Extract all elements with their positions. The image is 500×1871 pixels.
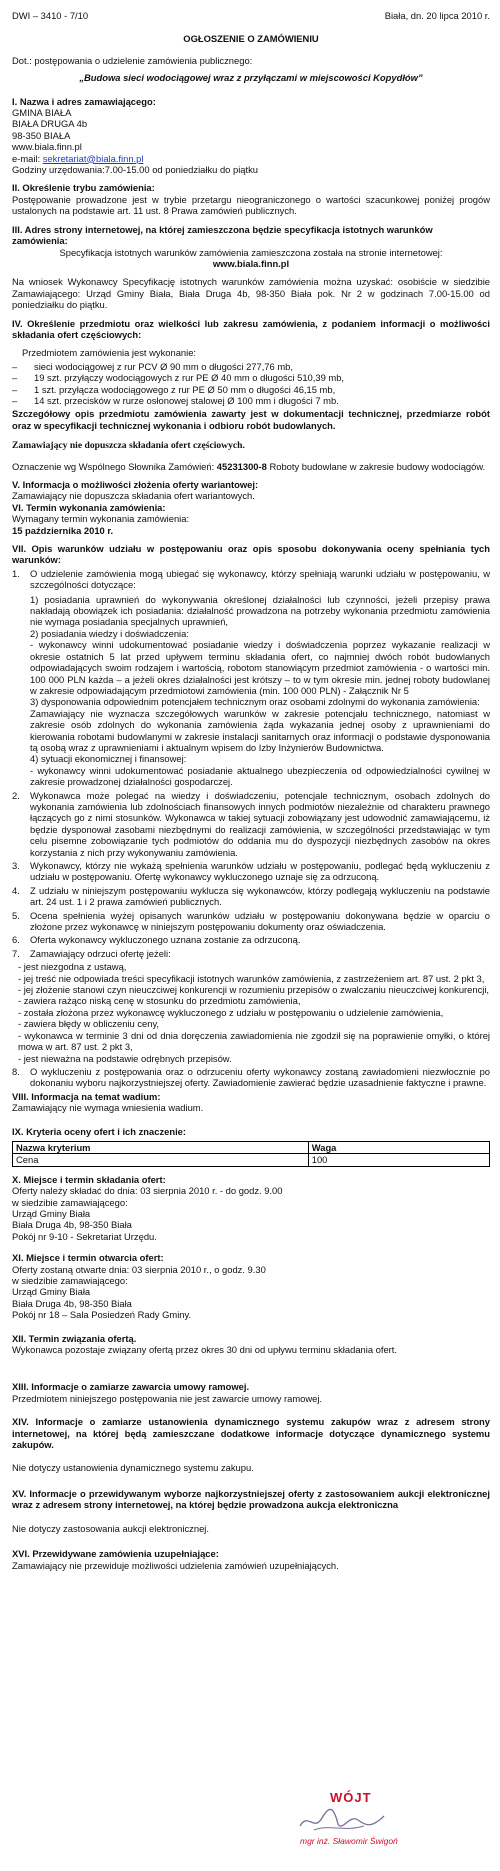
table-header-cell: Waga [308, 1141, 489, 1153]
section-text: Wykonawca pozostaje związany ofertą przez okres 30 dni od upływu terminu składania ofert. [12, 1344, 398, 1356]
list-item-text: Oferta wykonawcy wykluczonego uznana zostanie za odrzuconą. [30, 934, 301, 946]
section-text: Specyfikacja istotnych warunków zamówienia zamieszczona została na stronie internetowej: [59, 246, 443, 258]
list-item-text: 1 szt. przyłącza wodociągowego z rur PE Ø 50 mm o długości 46,15 mb, [34, 383, 336, 395]
list-item-text: 14 szt. przecisków w rurze osłonowej stalowej Ø 100 mm i długości 7 mb. [34, 394, 339, 406]
section-criteria [12, 1126, 490, 1167]
section-binding-period [12, 1333, 490, 1356]
list-item: 4. Z udziału w niniejszym postępowaniu wyklucza się wykonawców, którzy podlegają wykluczeniu na podstawie art. 24 ust. 1 i 2 prawa zamówień publicznych. [12, 884, 490, 908]
table-row [13, 1154, 490, 1166]
list-item-text: Wykonawca może polegać na wiedzy i doświadczeniu, potencjale technicznym, osobach zdolnych do wykonania zamówienia lub zdolnościach finansowych innych podmiotów niezależnie od charakteru prawnego łączących go z nimi stosunków. Wykonawca w takiej sytuacji zobowiązany jest udowodnić zamawiającemu, iż będzie dysponował zasobami niezbędnymi do realizacji zamówienia, w szczególności przedstawiając w tym celu pisemne zobowiązanie tych podmiotów do oddania mu do dyspozycji niezbędnych zasobów na okres korzystania z nich przy wykonywaniu zamówienia. [30, 789, 490, 858]
intro-text: Dot.: postępowania o udzielenie zamówienia publicznego: [12, 54, 253, 66]
address-line: www.biala.finn.pl [12, 141, 82, 153]
section-heading: VI. Termin wykonania zamówienia: [12, 501, 166, 513]
section-heading: XI. Miejsce i termin otwarcia ofert: [12, 1252, 164, 1264]
list-item: 5. Ocena spełnienia wyżej opisanych warunków udziału w postępowaniu dokonywana będzie w oparciu o złożone przez wykonawcę w niniejszym postępowaniu dokumenty oraz oświadczenia. [12, 909, 490, 933]
email-line [12, 153, 490, 164]
section-variants [12, 479, 490, 536]
list-item: – 1 szt. przyłącza wodociągowego z rur PE Ø 50 mm o długości 46,15 mb, [12, 383, 336, 395]
condition-text: 3) dysponowania odpowiednim potencjałem technicznym oraz osobami zdolnymi do wykonania zamówienia: [30, 696, 480, 708]
table-cell: Cena [13, 1154, 309, 1166]
section-text: Przedmiotem niniejszego postępowania nie jest zawarcie umowy ramowej. [12, 1392, 323, 1404]
list-item-text: 19 szt. przyłączy wodociągowych z rur PE Ø 40 mm o długości 510,39 mb, [34, 372, 345, 384]
section-conditions [12, 543, 490, 1114]
section-text: w siedzibie zamawiającego: [12, 1275, 128, 1286]
section-website [12, 224, 490, 311]
list-item-text: O wykluczeniu z postępowania oraz o odrzuceniu oferty wykonawcy zostaną zawiadomieni niezwłocznie po dokonaniu wyboru najkorzystniejszej oferty. Zawiadomienie zawierać będzie uzasadnienie faktyczne i prawne. [30, 1065, 490, 1089]
list-item-text: O udzielenie zamówienia mogą ubiegać się wykonawcy, którzy spełniają warunki udziału w postępowaniu, w szczególności dotyczące: [30, 567, 490, 591]
document-title: OGŁOSZENIE O ZAMÓWIENIU [183, 33, 319, 45]
list-item-text: Zamawiający odrzuci ofertę jeżeli: [30, 947, 171, 959]
section-text: Zamawiający nie przewiduje możliwości udzielenia zamówień uzupełniających. [12, 1559, 339, 1571]
section-heading: IX. Kryteria oceny ofert i ich znaczenie: [12, 1125, 187, 1137]
list-item: 2. Wykonawca może polegać na wiedzy i doświadczeniu, potencjale technicznym, osobach zdolnych do wykonania zamówienia lub zdolnościach finansowych innych podmiotów niezależnie od charakteru prawnego łączących go z nimi stosunków. Wykonawca w takiej sytuacji zobowiązany jest udowodnić zamawiającemu, iż będzie dysponował zasobami niezbędnymi do realizacji zamówienia, w szczególności przedstawiając w tym celu pisemne zobowiązanie tych podmiotów do oddania mu do dyspozycji niezbędnych zasobów na okres korzystania z nich przy wykonywaniu zamówienia. [12, 789, 490, 858]
section-text: Urząd Gminy Biała [12, 1286, 91, 1298]
rejection-item: - jej złożenie stanowi czyn nieuczciwej konkurencji w rozumieniu przepisów o zwalczaniu nieuczciwej konkurencji, [18, 984, 490, 996]
contract-subject: „Budowa sieci wodociągowej wraz z przyłączami w miejscowości Kopydłów” [79, 72, 423, 84]
rejection-item: - jej treść nie odpowiada treści specyfikacji istotnych warunków zamówienia, z zastrzeżeniem art. 87 ust. 2 pkt 3, [18, 972, 485, 984]
section-text: Urząd Gminy Biała [12, 1207, 91, 1219]
section-heading: VIII. Informacja na temat wadium: [12, 1090, 161, 1102]
document-header [12, 10, 490, 21]
list-item: 7. Zamawiający odrzuci ofertę jeżeli: [12, 947, 171, 959]
section-text: Zamawiający nie dopuszcza składania ofert wariantowych. [12, 490, 255, 502]
criteria-table [12, 1141, 490, 1167]
condition-text: - wykonawcy winni udokumentować posiadanie wiedzy i doświadczenia poprzez wykazanie realizacji w okresie ostatnich 5 lat przed upływem terminu składania ofert, co najmniej dwóch robót budowlanych odpowiadających swoim rodzajem i wartością, robotom stanowiącym przedmiot zamówienia - o wartości min. 100 000 PLN każda – a jeżeli okres działalności jest krótszy – to w tym okresie min. jednej roboty budowlanej w zakresie odpowiadającym przedmiotowi zamówienia (min. 100 000 PLN) - Załącznik Nr 5 [30, 639, 490, 696]
condition-text: Zamawiający nie wyznacza szczegółowych warunków w zakresie potencjału technicznego, natomiast w zakresie osób zdolnych do wykonania zamówienia żąda wykazania jednej osoby z uprawnieniami do kierowania robotami budowlanymi w zakresie instalacji sanitarnych oraz informacji o podstawie dysponowania tą osobą wraz z uprawnieniami i aktualnym wpisem do Izby Inżynierów Budownictwa. [30, 707, 490, 753]
list-item: 8. O wykluczeniu z postępowania oraz o odrzuceniu oferty wykonawcy zostaną zawiadomieni niezwłocznie po dokonaniu wyboru najkorzystniejszej oferty. Zawiadomienie zawierać będzie uzasadnienie faktyczne i prawne. [12, 1065, 490, 1089]
section-heading: XIV. Informacje o zamiarze ustanowienia dynamicznego systemu zakupów wraz z adresem strony internetowej, na której będą zamieszczane dodatkowe informacje dotyczące dynamicznego systemu zakupów. [12, 1416, 490, 1451]
condition-text: 4) sytuacji ekonomicznej i finansowej: [30, 753, 187, 765]
reference-number: DWI – 3410 - 7/10 [12, 10, 89, 21]
section-heading: I. Nazwa i adres zamawiającego: [12, 95, 156, 107]
rejection-item: - jest niezgodna z ustawą, [18, 961, 127, 973]
section-text: Biała Druga 4b, 98-350 Biała [12, 1297, 132, 1309]
section-e-auction [12, 1488, 490, 1534]
email-label: e-mail: [12, 152, 43, 164]
section-text: Postępowanie prowadzone jest w trybie przetargu nieograniczonego o wartości szacunkowej poniżej progów ustalonych na podstawie art. 11 ust. 8 Prawa zamówień publicznych. [12, 193, 490, 217]
cpv-label: Oznaczenie wg Wspólnego Słownika Zamówień: [12, 460, 217, 472]
condition-text: - wykonawcy winni udokumentować posiadanie aktualnego ubezpieczenia od odpowiedzialności cywilnej w zakresie prowadzonej działalności gospodarczej. [30, 764, 490, 788]
section-text: w siedzibie zamawiającego: [12, 1196, 128, 1208]
section-procedure [12, 182, 490, 216]
section-opening [12, 1252, 490, 1320]
conditions-list [12, 568, 490, 959]
section-text: Pokój nr 9-10 - Sekretariat Urzędu. [12, 1230, 157, 1242]
section-framework [12, 1381, 490, 1404]
condition-text: 2) posiadania wiedzy i doświadczenia: [30, 627, 189, 639]
rejection-item: - jest nieważna na podstawie odrębnych przepisów. [18, 1052, 232, 1064]
address-line: 98-350 BIAŁA [12, 129, 71, 141]
section-heading: X. Miejsce i termin składania ofert: [12, 1173, 166, 1185]
section-text: Nie dotyczy ustanowienia dynamicznego systemu zakupu. [12, 1462, 254, 1474]
list-item: 3. Wykonawcy, którzy nie wykażą spełnienia warunków udziału w postępowaniu, podlegać będą wykluczeniu z udziału w postępowaniu. Ofertę wykonawcy wykluczonego uznaje się za odrzuconą. [12, 860, 490, 883]
section-heading: XVI. Przewidywane zamówienia uzupełniające: [12, 1548, 219, 1560]
table-header-row [13, 1141, 490, 1153]
section-text: Oferty zostaną otwarte dnia: 03 sierpnia 2010 r., o godz. 9.30 [12, 1263, 266, 1275]
section-subject [12, 318, 490, 472]
scope-list [12, 361, 490, 407]
place-and-date: Biała, dn. 20 lipca 2010 r. [384, 10, 490, 21]
list-item-text: Ocena spełnienia wyżej opisanych warunków udziału w postępowaniu dokonywana będzie w oparciu o złożone przez wykonawcę w niniejszym postępowaniu dokumenty oraz oświadczenia. [30, 909, 490, 933]
table-header-cell: Nazwa kryterium [13, 1141, 309, 1153]
address-line: GMINA BIAŁA [12, 107, 72, 119]
rejection-item: - zawiera rażąco niską cenę w stosunku do przedmiotu zamówienia, [18, 995, 301, 1007]
section-supplementary [12, 1548, 490, 1571]
section-heading: II. Określenie trybu zamówienia: [12, 182, 155, 194]
section-heading: VII. Opis warunków udziału w postępowaniu oraz opis sposobu dokonywania oceny spełniania tych warunków: [12, 543, 490, 566]
section-text: Oferty należy składać do dnia: 03 sierpnia 2010 r. - do godz. 9.00 [12, 1185, 283, 1197]
section-text: Na wniosek Wykonawcy Specyfikację istotnych warunków zamówienia można uzyskać: osobiście w siedzibie Zamawiającego: Urząd Gminy Biała, Biała Druga 4b, 98-350 Biała pok. Nr 2 w godzinach 7.00-15.00 od poniedziałku do piątku. [12, 276, 490, 311]
cpv-description: Roboty budowlane w zakresie budowy wodociągów. [266, 460, 486, 472]
list-item-text: Z udziału w niniejszym postępowaniu wyklucza się wykonawców, którzy podlegają wykluczeniu na podstawie art. 24 ust. 1 i 2 prawa zamówień publicznych. [30, 884, 490, 908]
conditions-list-cont [12, 1066, 490, 1089]
stamp-title: WÓJT [330, 1790, 372, 1805]
list-item: – 14 szt. przecisków w rurze osłonowej stalowej Ø 100 mm i długości 7 mb. [12, 394, 339, 406]
rejection-item: - zawiera błędy w obliczeniu ceny, [18, 1018, 160, 1030]
section-text: Biała Druga 4b, 98-350 Biała [12, 1219, 132, 1231]
section-dynamic-purchasing [12, 1416, 490, 1474]
rejection-item: - została złożona przez wykonawcę wykluczonego z udziału w postępowaniu o udzielenie zamówienia, [18, 1006, 444, 1018]
email-link[interactable]: sekretariat@biala.finn.pl [42, 152, 144, 164]
section-heading: IV. Określenie przedmiotu oraz wielkości lub zakresu zamówienia, z podaniem informacji o możliwości składania ofert częściowych: [12, 317, 490, 340]
section-heading: XIII. Informacje o zamiarze zawarcia umowy ramowej. [12, 1381, 250, 1393]
completion-date: 15 października 2010 r. [12, 524, 114, 536]
section-heading: III. Adres strony internetowej, na której zamieszczona będzie specyfikacja istotnych warunków zamówienia: [12, 223, 433, 247]
section-heading: V. Informacja o możliwości złożenia oferty wariantowej: [12, 479, 259, 490]
section-heading: XII. Termin związania ofertą. [12, 1332, 137, 1344]
section-contracting-authority [12, 96, 490, 176]
handwritten-signature-icon [294, 1802, 394, 1838]
website-url[interactable]: www.biala.finn.pl [212, 257, 290, 269]
document [12, 10, 490, 1571]
section-lead: Przedmiotem zamówienia jest wykonanie: [22, 347, 197, 359]
table-cell: 100 [308, 1154, 489, 1166]
office-hours: Godziny urzędowania:7.00-15.00 od poniedziałku do piątku [12, 164, 259, 176]
list-item: 1. O udzielenie zamówienia mogą ubiegać się wykonawcy, którzy spełniają warunki udziału w postępowaniu, w szczególności dotyczące: 1) posiadania uprawnień do wykonywania określonej działalności lub czynności, jeżeli przepisy prawa nakładają obowiązek ich posiadania: działalność prowadzona na potrzeby wykonania przedmiotu zamówienia nie wymaga posiadania specjalnych uprawnień, 2) posiadania wiedzy i doświadczenia: - wykonawcy winni udokumentować posiadanie wiedzy i doświadczenia poprzez wykazanie realizacji w okresie ostatnich 5 lat przed upływem terminu składania ofert, co najmniej dwóch robót budowlanych odpowiadających swoim rodzajem i wartością, robotom stanowiącym przedmiot zamówienia - o wartości min. 100 000 PLN każda – a jeżeli okres działalności jest krótszy – to w tym okresie min. jednej roboty budowlanej w zakresie odpowiadającym przedmiotowi zamówienia (min. 100 000 PLN) - Załącznik Nr 5 3) dysponowania odpowiednim potencjałem technicznym oraz osobami zdolnymi do wykonania zamówienia: Zamawiający nie wyznacza szczegółowych warunków w zakresie potencjału technicznego, natomiast w zakresie osób zdolnych do wykonania zamówienia żąda wykazania jednej osoby z uprawnieniami do kierowania robotami budowlanymi w zakresie instalacji sanitarnych oraz informacji o podstawie dysponowania tą osobą wraz z uprawnieniami i aktualnym wpisem do Izby Inżynierów Budownictwa. 4) sytuacji ekonomicznej i finansowej: - wykonawcy winni udokumentować posiadanie aktualnego ubezpieczenia od odpowiedzialności cywilnej w zakresie prowadzonej działalności gospodarczej. [12, 567, 490, 788]
cpv-code: 45231300-8 [216, 460, 267, 472]
list-item-text: sieci wodociągowej z rur PCV Ø 90 mm o długości 277,76 mb, [34, 360, 293, 372]
section-text: Wymagany termin wykonania zamówienia: [12, 513, 190, 525]
list-item: – sieci wodociągowej z rur PCV Ø 90 mm o długości 277,76 mb, [12, 360, 293, 372]
cpv-line [12, 461, 490, 472]
rejection-item: - wykonawca w terminie 3 dni od dnia doręczenia zawiadomienia nie zgodził się na poprawienie omyłki, o której mowa w art. 87 ust. 2 pkt 3, [18, 1029, 490, 1053]
list-item: – 19 szt. przyłączy wodociągowych z rur PE Ø 40 mm o długości 510,39 mb, [12, 372, 345, 384]
address-line: BIAŁA DRUGA 4b [12, 118, 88, 130]
signatory-name: mgr inż. Sławomir Świgoń [300, 1836, 398, 1846]
section-heading: XV. Informacje o przewidywanym wyborze najkorzystniejszej oferty z zastosowaniem aukcji elektronicznej wraz z adresem strony internetowej, na której będzie prowadzona aukcja elektroniczna [12, 1487, 490, 1511]
section-submission [12, 1174, 490, 1242]
signature-stamp [286, 1792, 396, 1852]
list-item: 6. Oferta wykonawcy wykluczonego uznana zostanie za odrzuconą. [12, 934, 301, 946]
partial-offers-note: Zamawiający nie dopuszcza składania ofert częściowych. [12, 440, 245, 452]
section-text: Nie dotyczy zastosowania aukcji elektronicznej. [12, 1522, 209, 1534]
detail-description: Szczegółowy opis przedmiotu zamówienia zawarty jest w dokumentacji technicznej, przedmiarze robót oraz w specyfikacji technicznej wykonania i odbioru robót budowlanych. [12, 408, 490, 431]
rejection-list [12, 961, 490, 1064]
list-item-text: Wykonawcy, którzy nie wykażą spełnienia warunków udziału w postępowaniu, podlegać będą wykluczeniu z udziału w postępowaniu. Ofertę wykonawcy wykluczonego uznaje się za odrzuconą. [30, 860, 490, 883]
section-text: Pokój nr 18 – Sala Posiedzeń Rady Gminy. [12, 1309, 192, 1321]
section-text: Zamawiający nie wymaga wniesienia wadium. [12, 1102, 204, 1114]
condition-text: 1) posiadania uprawnień do wykonywania określonej działalności lub czynności, jeżeli przepisy prawa nakładają obowiązek ich posiadania: działalność prowadzona na potrzeby wykonania przedmiotu zamówienia nie wymaga posiadania specjalnych uprawnień, [30, 593, 490, 628]
